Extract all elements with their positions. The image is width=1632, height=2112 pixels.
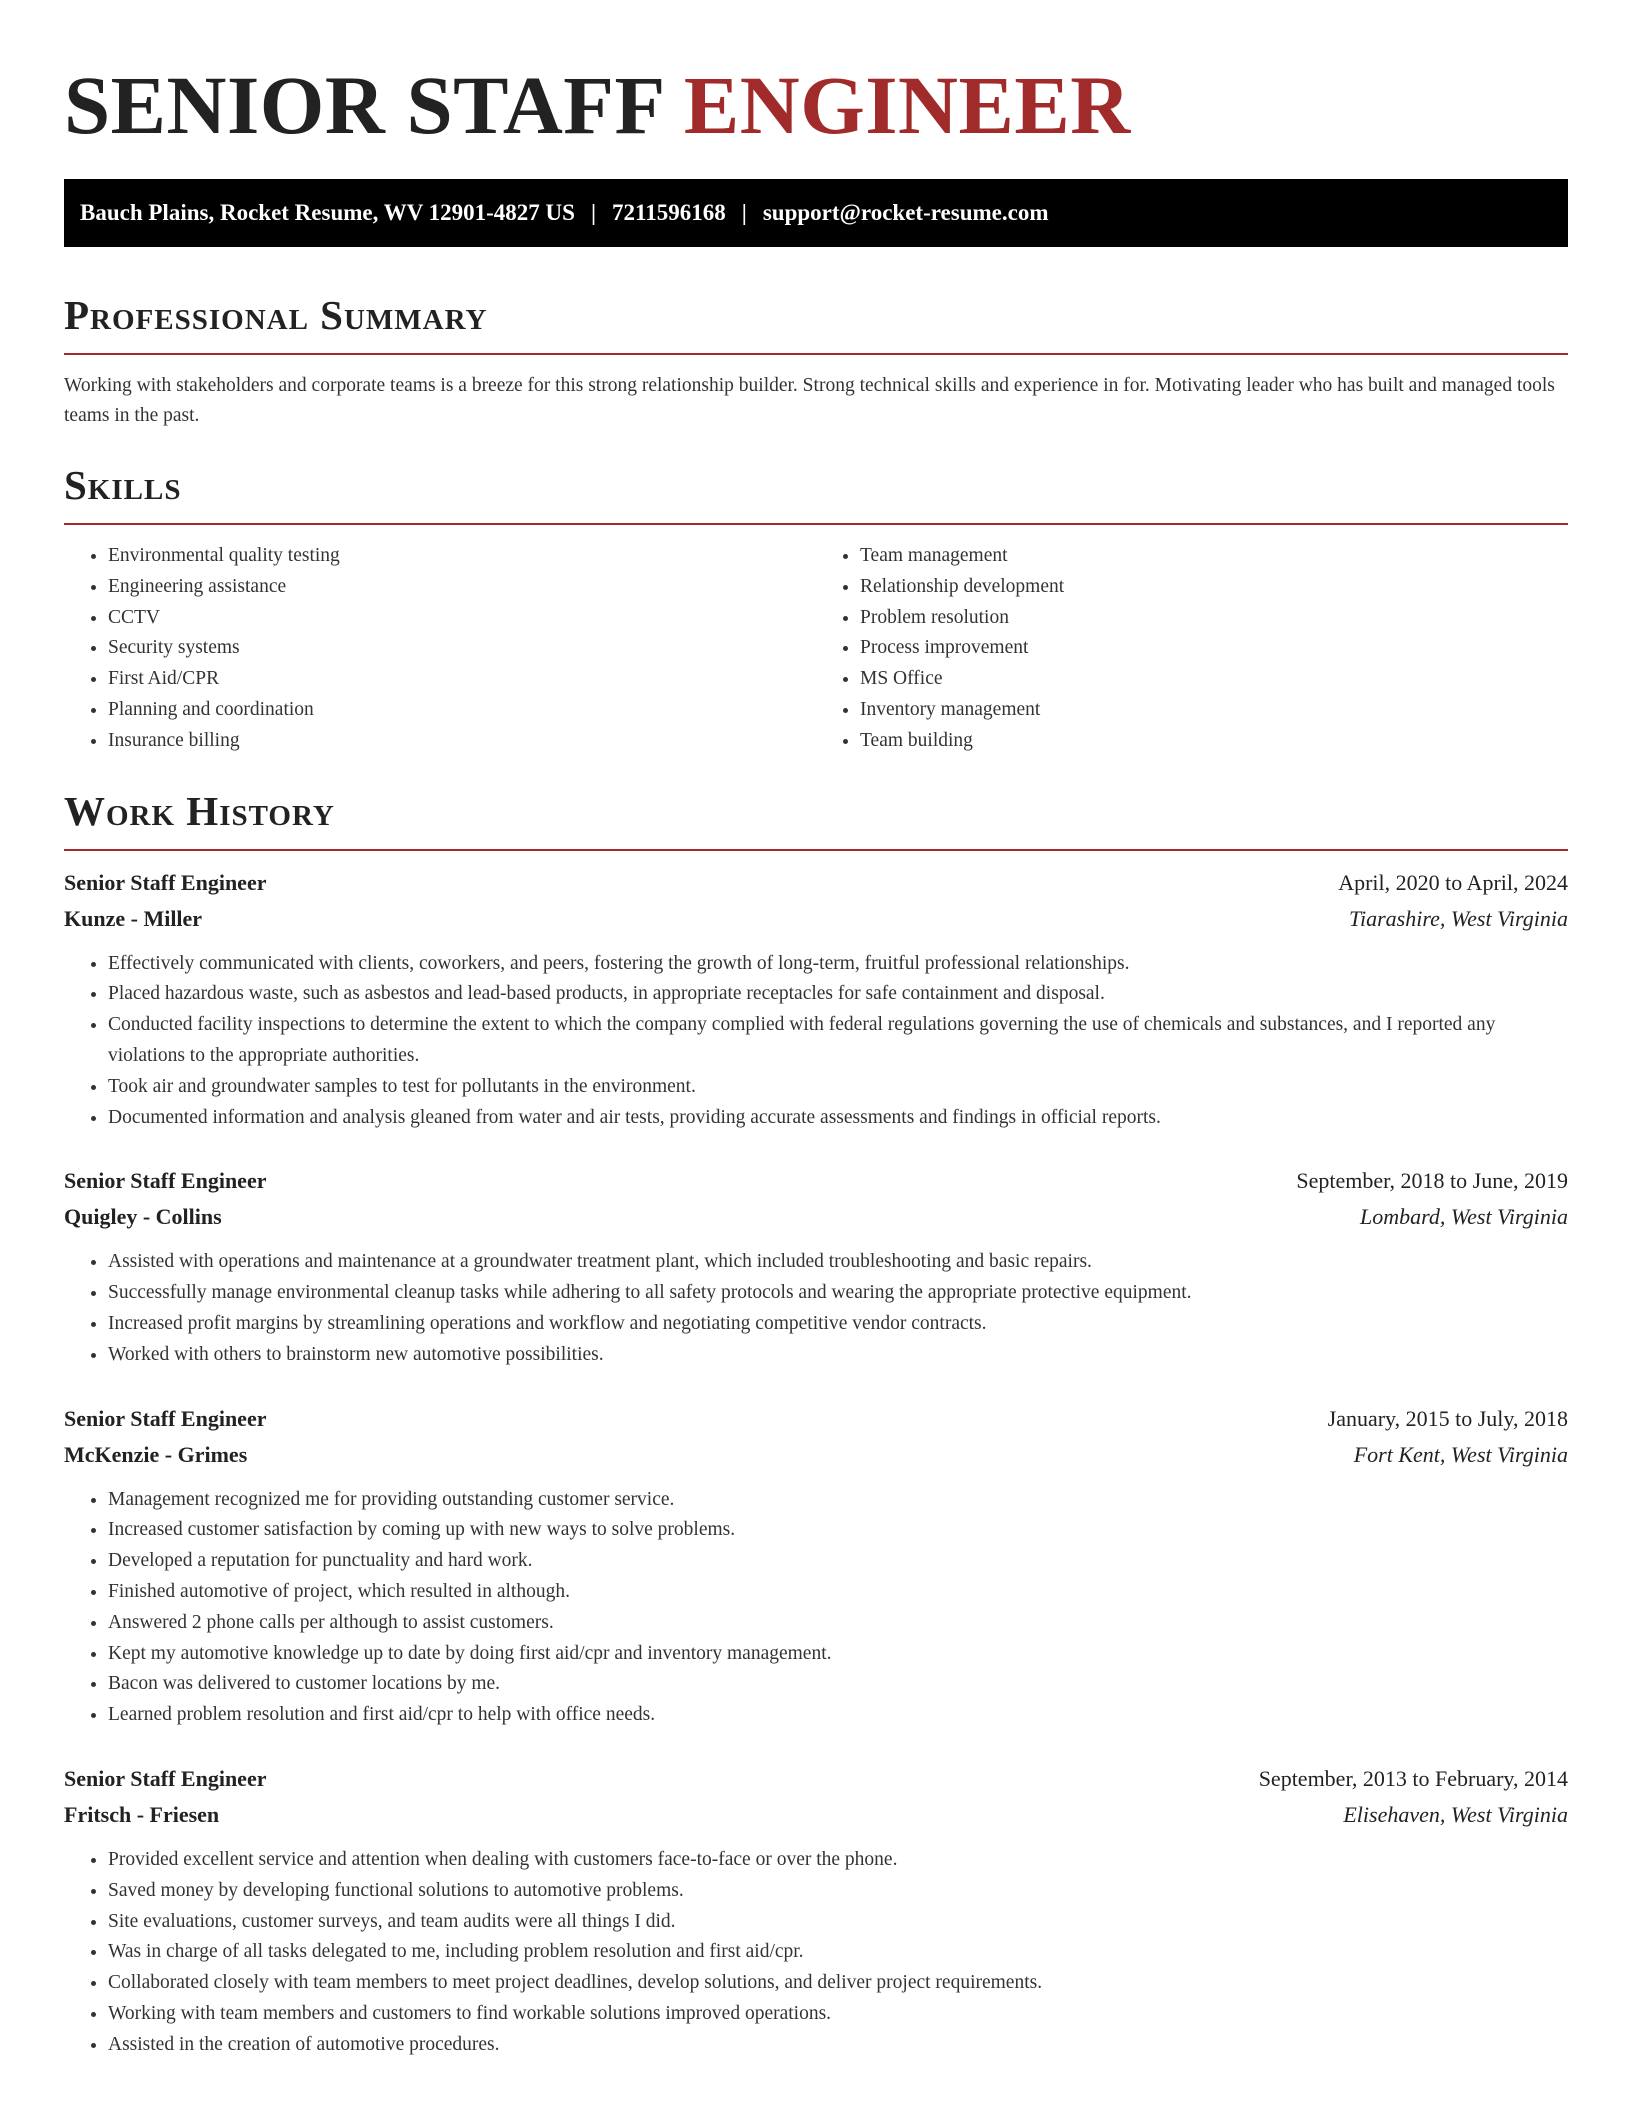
- job-bullet: • Developed a reputation for punctuality and hard work.: [108, 1546, 1568, 1577]
- contact-address: Bauch Plains, Rocket Resume, WV 12901-4827 US: [80, 200, 575, 225]
- section-divider: [64, 849, 1568, 851]
- job-bullet: • Increased profit margins by streamlining operations and workflow and negotiating competitive vendor contracts.: [108, 1309, 1568, 1340]
- job-company: Kunze - Miller: [64, 905, 203, 931]
- skill-item: • First Aid/CPR: [108, 664, 816, 695]
- skill-item: • Planning and coordination: [108, 695, 816, 726]
- job-dates: September, 2018 to June, 2019: [1296, 1168, 1568, 1194]
- job-bullet: • Conducted facility inspections to determine the extent to which the company complied with federal regulations governing the use of chemicals and substances, and I reported any violations to the appropriate authorities.: [108, 1010, 1568, 1072]
- skill-item: • Team building: [860, 726, 1568, 757]
- job-bullet: • Finished automotive of project, which resulted in although.: [108, 1577, 1568, 1608]
- contact-email: support@rocket-resume.com: [762, 200, 1049, 225]
- job-bullets: [64, 1247, 1568, 1370]
- section-divider: [64, 523, 1568, 525]
- job-bullet: • Site evaluations, customer surveys, and team audits were all things I did.: [108, 1907, 1568, 1938]
- job-bullet: • Took air and groundwater samples to test for pollutants in the environment.: [108, 1072, 1568, 1103]
- job-company: Fritsch - Friesen: [64, 1801, 220, 1827]
- resume-name: [64, 0, 1568, 154]
- name-first: SENIOR STAFF: [64, 59, 663, 151]
- job-title: Senior Staff Engineer: [64, 1765, 267, 1791]
- skill-item: • Insurance billing: [108, 726, 816, 757]
- job-entry: [64, 1761, 1568, 2061]
- job-location: Lombard, West Virginia: [1359, 1204, 1568, 1230]
- job-bullet: • Was in charge of all tasks delegated to me, including problem resolution and first aid/cpr.: [108, 1937, 1568, 1968]
- skill-item: • Security systems: [108, 633, 816, 664]
- job-dates: April, 2020 to April, 2024: [1338, 869, 1568, 895]
- job-entry: [64, 865, 1568, 1134]
- job-bullet: • Worked with others to brainstorm new automotive possibilities.: [108, 1340, 1568, 1371]
- skill-item: • Relationship development: [860, 572, 1568, 603]
- job-bullets: [64, 1485, 1568, 1731]
- job-bullets: [64, 1845, 1568, 2061]
- skills-column-left: [64, 541, 816, 757]
- section-title-summary: Professional Summary: [64, 292, 488, 338]
- job-bullet: • Assisted with operations and maintenance at a groundwater treatment plant, which included troubleshooting and basic repairs.: [108, 1247, 1568, 1278]
- job-dates: September, 2013 to February, 2014: [1258, 1765, 1568, 1791]
- section-title-work-history: Work History: [64, 787, 335, 834]
- job-title: Senior Staff Engineer: [64, 869, 267, 895]
- job-bullet: • Learned problem resolution and first aid/cpr to help with office needs.: [108, 1700, 1568, 1731]
- job-title: Senior Staff Engineer: [64, 1405, 267, 1431]
- job-location: Fort Kent, West Virginia: [1353, 1441, 1568, 1467]
- job-bullets: [64, 949, 1568, 1134]
- job-entry: [64, 1401, 1568, 1731]
- contact-separator: |: [741, 200, 747, 225]
- skill-item: • Inventory management: [860, 695, 1568, 726]
- job-bullet: • Management recognized me for providing outstanding customer service.: [108, 1485, 1568, 1516]
- contact-phone: 7211596168: [612, 200, 726, 225]
- skills-column-right: [816, 541, 1568, 757]
- skill-item: • Problem resolution: [860, 603, 1568, 634]
- job-bullet: • Bacon was delivered to customer locations by me.: [108, 1669, 1568, 1700]
- name-accent: ENGINEER: [683, 59, 1131, 151]
- contact-bar: [64, 179, 1568, 247]
- job-title: Senior Staff Engineer: [64, 1168, 267, 1194]
- job-bullet: • Kept my automotive knowledge up to date by doing first aid/cpr and inventory management.: [108, 1639, 1568, 1670]
- job-bullet: • Increased customer satisfaction by coming up with new ways to solve problems.: [108, 1515, 1568, 1546]
- job-bullet: • Placed hazardous waste, such as asbestos and lead-based products, in appropriate receptacles for safe containment and disposal.: [108, 979, 1568, 1010]
- skill-item: • Team management: [860, 541, 1568, 572]
- job-bullet: • Effectively communicated with clients, coworkers, and peers, fostering the growth of long-term, fruitful professional relationships.: [108, 949, 1568, 980]
- contact-separator: |: [590, 200, 597, 225]
- job-location: Tiarashire, West Virginia: [1348, 905, 1568, 931]
- section-title-skills: Skills: [64, 462, 182, 508]
- skill-item: • CCTV: [108, 603, 816, 634]
- job-bullet: • Provided excellent service and attention when dealing with customers face-to-face or over the phone.: [108, 1845, 1568, 1876]
- job-company: Quigley - Collins: [64, 1204, 222, 1230]
- job-dates: January, 2015 to July, 2018: [1327, 1405, 1568, 1431]
- job-bullet: • Answered 2 phone calls per although to assist customers.: [108, 1608, 1568, 1639]
- skills-list: [64, 541, 1568, 757]
- job-entry: [64, 1163, 1568, 1370]
- skill-item: • Environmental quality testing: [108, 541, 816, 572]
- job-bullet: • Successfully manage environmental cleanup tasks while adhering to all safety protocols and wearing the appropriate protective equipment.: [108, 1278, 1568, 1309]
- summary-text: Working with stakeholders and corporate teams is a breeze for this strong relationship builder. Strong technical skills and experience in for. Motivating leader who has built and managed tools teams in the past.: [64, 375, 1555, 426]
- job-bullet: • Saved money by developing functional solutions to automotive problems.: [108, 1876, 1568, 1907]
- job-company: McKenzie - Grimes: [64, 1441, 248, 1467]
- job-bullet: • Working with team members and customers to find workable solutions improved operations.: [108, 1999, 1568, 2030]
- skill-item: • Engineering assistance: [108, 572, 816, 603]
- skill-item: • Process improvement: [860, 633, 1568, 664]
- job-location: Elisehaven, West Virginia: [1343, 1801, 1568, 1827]
- skill-item: • MS Office: [860, 664, 1568, 695]
- job-bullet: • Documented information and analysis gleaned from water and air tests, providing accurate assessments and findings in official reports.: [108, 1103, 1568, 1134]
- section-divider: [64, 353, 1568, 355]
- job-bullet: • Collaborated closely with team members to meet project deadlines, develop solutions, and deliver project requirements.: [108, 1968, 1568, 1999]
- job-bullet: • Assisted in the creation of automotive procedures.: [108, 2030, 1568, 2061]
